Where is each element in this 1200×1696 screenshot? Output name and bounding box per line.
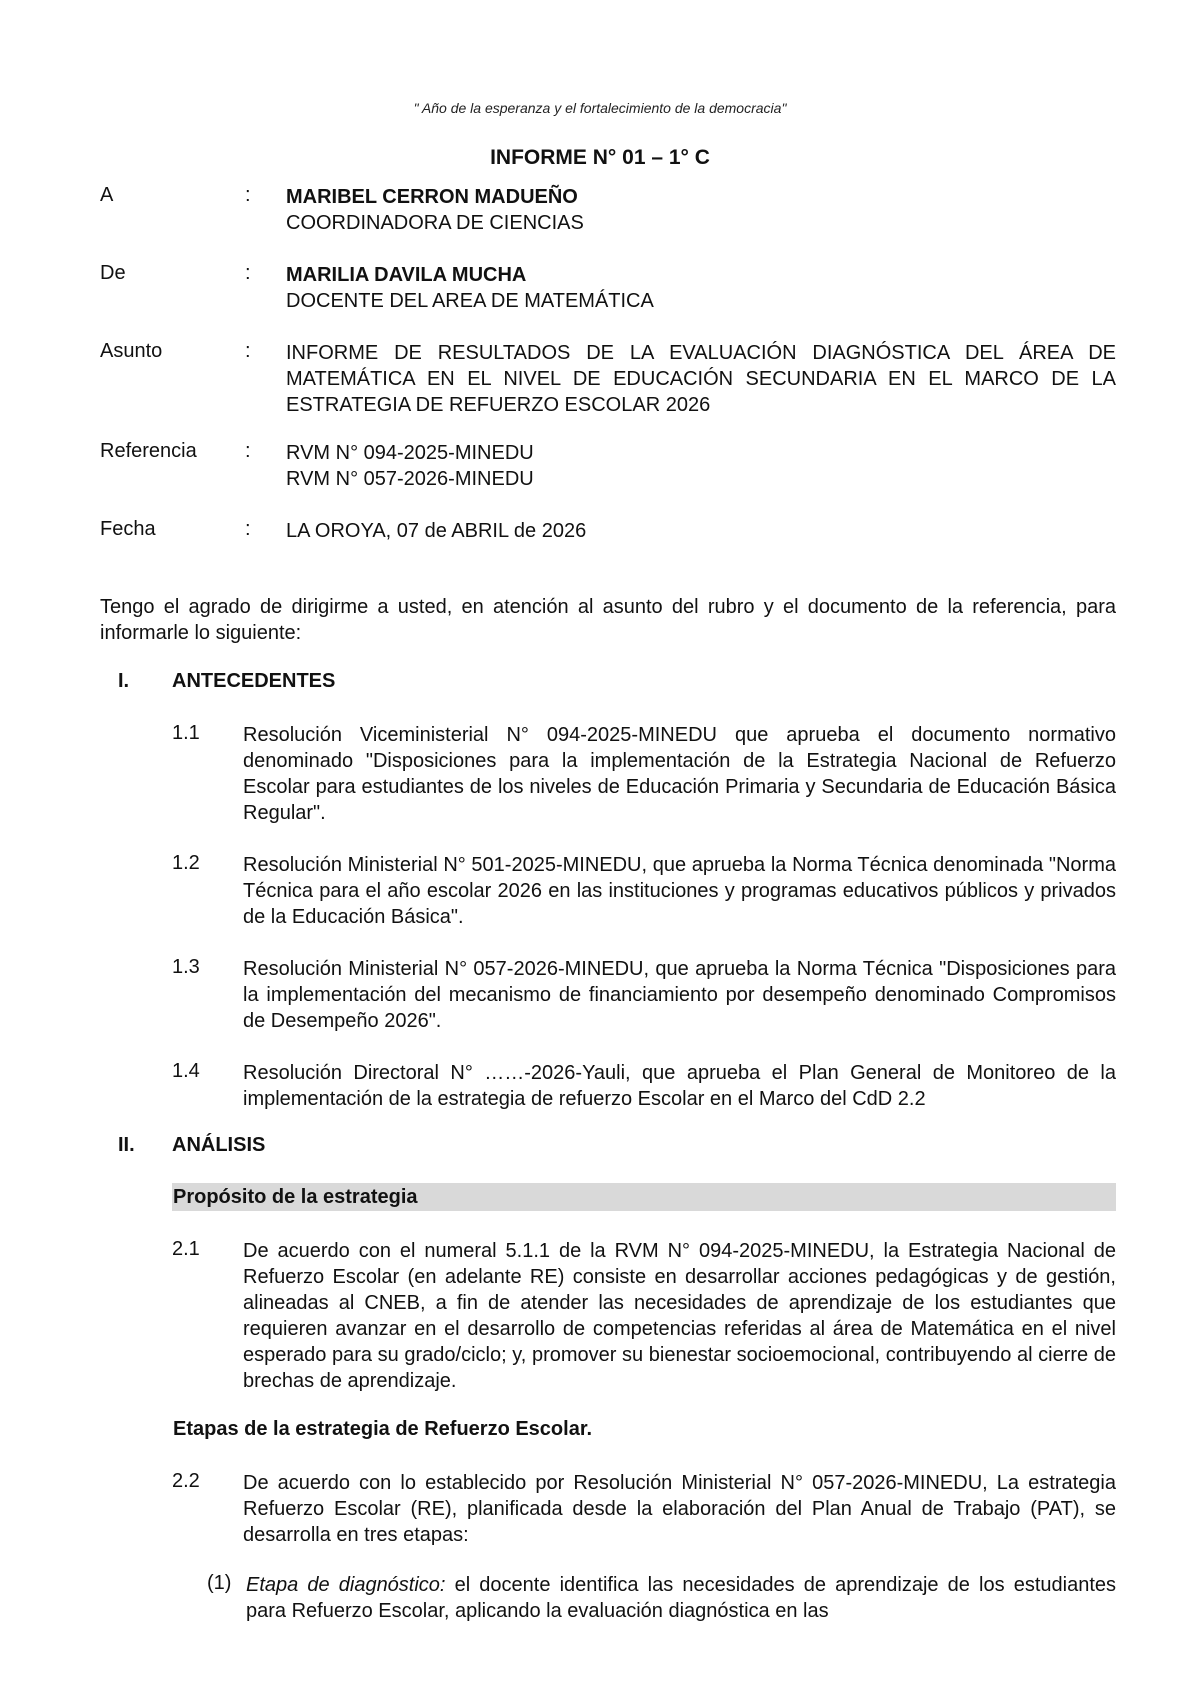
field-label-de: De <box>100 262 126 284</box>
item-number: 2.2 <box>172 1470 200 1492</box>
motto: " Año de la esperanza y el fortalecimiento de la democracia" <box>413 100 787 116</box>
subheading: Propósito de la estrategia <box>173 1186 418 1208</box>
item-text: Resolución Ministerial N° 057-2026-MINEDU, que aprueba la Norma Técnica "Disposiciones para la implementación del mecanismo de financiamiento por desempeño denominado Compromisos de Desempeño 2026". <box>243 958 1116 1032</box>
subheading: Etapas de la estrategia de Refuerzo Escolar. <box>173 1418 593 1440</box>
section-number: II. <box>118 1134 135 1156</box>
date-text: LA OROYA, 07 de ABRIL de 2026 <box>286 520 587 542</box>
section-number: I. <box>118 670 130 692</box>
sender-name: MARILIA DAVILA MUCHA <box>286 264 527 286</box>
item-text: Resolución Directoral N° ……-2026-Yauli, que aprueba el Plan General de Monitoreo de la implementación de la estrategia de refuerzo Escolar en el Marco del CdD 2.2 <box>243 1062 1116 1110</box>
subject-text: INFORME DE RESULTADOS DE LA EVALUACIÓN DIAGNÓSTICA DEL ÁREA DE MATEMÁTICA EN EL NIVEL DE EDUCACIÓN SECUNDARIA EN EL MARCO DE LA ESTRATEGIA DE REFUERZO ESCOLAR 2026 <box>286 342 1116 416</box>
stage-name: Etapa de diagnóstico: <box>246 1574 446 1596</box>
intro-paragraph: Tengo el agrado de dirigirme a usted, en atención al asunto del rubro y el documento de la referencia, para informarle lo siguiente: <box>100 596 1116 644</box>
field-colon: : <box>245 184 251 206</box>
item-number: 1.1 <box>172 722 200 744</box>
stage-text <box>246 1572 1116 1624</box>
reference-line-2: RVM N° 057-2026-MINEDU <box>286 468 534 490</box>
reference-line-1: RVM N° 094-2025-MINEDU <box>286 442 534 464</box>
section-title: ANÁLISIS <box>172 1134 266 1156</box>
item-number: 2.1 <box>172 1238 200 1260</box>
field-label-asunto: Asunto <box>100 340 163 362</box>
item-text: De acuerdo con el numeral 5.1.1 de la RVM N° 094-2025-MINEDU, la Estrategia Nacional de Refuerzo Escolar (en adelante RE) consiste en desarrollar acciones pedagógicas y de gestión, alineadas al CNEB, a fin de atender las necesidades de aprendizaje de los estudiantes que requieren avanzar en el desarrollo de competencias referidas al área de Matemática en el nivel esperado para su grado/ciclo; y, promover su bienestar socioemocional, contribuyendo al cierre de brechas de aprendizaje. <box>243 1240 1116 1392</box>
item-number: 1.4 <box>172 1060 200 1082</box>
field-colon: : <box>245 440 251 462</box>
item-number: 1.2 <box>172 852 200 874</box>
recipient-name: MARIBEL CERRON MADUEÑO <box>286 186 578 208</box>
stage-number: (1) <box>207 1572 232 1594</box>
item-text: De acuerdo con lo establecido por Resolución Ministerial N° 057-2026-MINEDU, La estrategia Refuerzo Escolar (RE), planificada desde la elaboración del Plan Anual de Trabajo (PAT), se desarrolla en tres etapas: <box>243 1472 1116 1546</box>
item-text: Resolución Ministerial N° 501-2025-MINEDU, que aprueba la Norma Técnica denominada "Norma Técnica para el año escolar 2026 en las instituciones y programas educativos públicos y privados de la Educación Básica". <box>243 854 1116 928</box>
stage-description: el docente identifica las necesidades de aprendizaje de los estudiantes para Refuerzo Escolar, aplicando la evaluación diagnóstica en las <box>246 1574 1116 1622</box>
section-title: ANTECEDENTES <box>172 670 336 692</box>
field-colon: : <box>245 262 251 284</box>
field-label-referencia: Referencia <box>100 440 197 462</box>
field-colon: : <box>245 340 251 362</box>
report-title: INFORME N° 01 – 1° C <box>490 146 710 169</box>
field-label-fecha: Fecha <box>100 518 156 540</box>
item-number: 1.3 <box>172 956 200 978</box>
item-text: Resolución Viceministerial N° 094-2025-MINEDU que aprueba el documento normativo denominado "Disposiciones para la implementación de la Estrategia Nacional de Refuerzo Escolar para estudiantes de los niveles de Educación Primaria y Secundaria de Educación Básica Regular". <box>243 724 1116 824</box>
recipient-role: COORDINADORA DE CIENCIAS <box>286 212 584 234</box>
field-colon: : <box>245 518 251 540</box>
field-label-a: A <box>100 184 114 206</box>
sender-role: DOCENTE DEL AREA DE MATEMÁTICA <box>286 290 654 312</box>
